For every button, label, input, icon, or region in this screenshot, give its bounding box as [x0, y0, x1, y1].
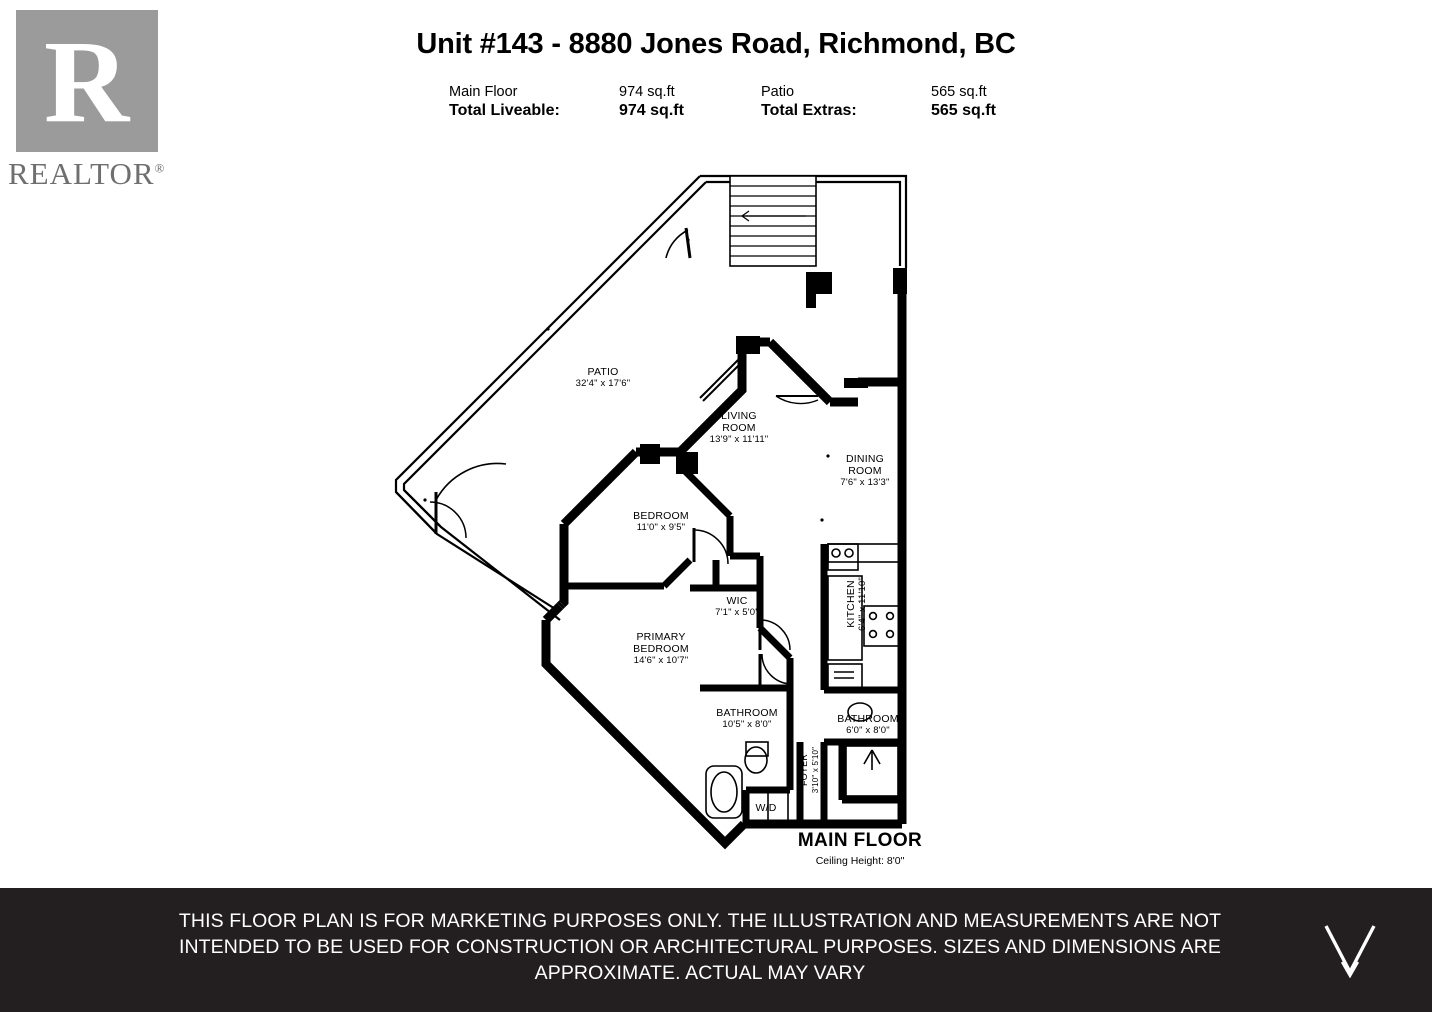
realtor-wordmark-text: REALTOR	[8, 156, 155, 191]
room-name-bathroom-primary: BATHROOM	[716, 707, 778, 719]
room-dim-bathroom-second: 6'0" x 8'0"	[846, 725, 890, 736]
room-dim-bathroom-primary: 10'5" x 8'0"	[722, 719, 772, 730]
room-dim-dining-room: 7'6" x 13'3"	[840, 477, 890, 488]
room-name-primary-bedroom-2: BEDROOM	[633, 643, 689, 655]
total-liveable-label: Total Liveable:	[449, 102, 560, 119]
realtor-logo-letter: R	[44, 16, 128, 147]
room-name-dining-room-1: DINING	[846, 453, 884, 465]
room-label-foyer	[798, 722, 822, 818]
room-dim-primary-bedroom: 14'6" x 10'7"	[633, 655, 689, 666]
room-name-primary-bedroom-1: PRIMARY	[636, 631, 686, 643]
page-title: Unit #143 - 8880 Jones Road, Richmond, BC	[416, 28, 1016, 60]
room-label-bathroom-primary	[697, 707, 797, 731]
footer-disclaimer-text	[100, 908, 1300, 986]
room-dim-kitchen: 6'4" x 11'10"	[857, 577, 868, 631]
patio-edge-lower	[396, 490, 560, 620]
room-name-kitchen: KITCHEN	[845, 580, 857, 628]
room-dim-living-room: 13'9" x 11'11"	[709, 434, 769, 445]
floor-caption-subtitle: Ceiling Height: 8'0"	[815, 855, 905, 867]
room-name-patio: PATIO	[587, 366, 619, 378]
room-label-patio	[543, 366, 663, 390]
room-label-bathroom-second	[814, 713, 922, 737]
floor-caption	[700, 830, 1020, 867]
room-dim-foyer: 3'10" x 5'10"	[811, 746, 820, 794]
room-name-foyer: FOYER	[799, 754, 809, 787]
floor-caption-title: MAIN FLOOR	[797, 830, 923, 851]
room-name-wic: WIC	[726, 595, 748, 607]
room-label-washer-dryer	[731, 802, 801, 814]
total-extras-value: 565 sq.ft	[931, 102, 996, 119]
footer-line-1: THIS FLOOR PLAN IS FOR MARKETING PURPOSES ONLY. THE ILLUSTRATION AND MEASUREMENTS ARE NOT	[178, 910, 1222, 932]
registered-mark: ®	[154, 160, 166, 176]
room-label-wic	[692, 595, 782, 619]
vendor-logo-icon	[1320, 922, 1380, 978]
total-extras-label: Total Extras:	[761, 102, 857, 119]
entry-door-leaf	[686, 228, 690, 258]
patio-door-swing	[776, 396, 818, 404]
room-dim-patio: 32'4" x 17'6"	[575, 378, 631, 389]
main-floor-value: 974 sq.ft	[619, 84, 675, 100]
room-label-bedroom	[601, 510, 721, 534]
room-dim-wic: 7'1" x 5'0"	[715, 607, 759, 618]
footer-disclaimer-bar	[0, 888, 1432, 1012]
stairs	[730, 176, 816, 266]
room-label-kitchen	[845, 544, 869, 664]
footer-line-3: APPROXIMATE. ACTUAL MAY VARY	[534, 962, 866, 984]
room-name-washer-dryer: W/D	[755, 802, 777, 814]
room-label-primary-bedroom	[601, 631, 721, 667]
room-label-dining-room	[805, 453, 925, 489]
room-name-living-room-2: ROOM	[722, 422, 756, 434]
entry-door-swing	[666, 230, 688, 258]
patio-value: 565 sq.ft	[931, 84, 987, 100]
room-label-living-room	[679, 410, 799, 446]
footer-line-2: INTENDED TO BE USED FOR CONSTRUCTION OR ARCHITECTURAL PURPOSES. SIZES AND DIMENSIONS ARE	[178, 936, 1222, 958]
room-dim-bedroom: 11'0" x 9'5"	[636, 522, 686, 533]
patio-outline	[396, 176, 706, 612]
patio-label: Patio	[761, 84, 795, 100]
main-floor-label: Main Floor	[449, 84, 518, 100]
patio-gate-swing	[436, 463, 506, 500]
room-name-living-room-1: LIVING	[721, 410, 757, 422]
total-liveable-value: 974 sq.ft	[619, 102, 684, 119]
room-name-bedroom: BEDROOM	[633, 510, 689, 522]
room-name-bathroom-second: BATHROOM	[837, 713, 899, 725]
room-name-dining-room-2: ROOM	[848, 465, 882, 477]
